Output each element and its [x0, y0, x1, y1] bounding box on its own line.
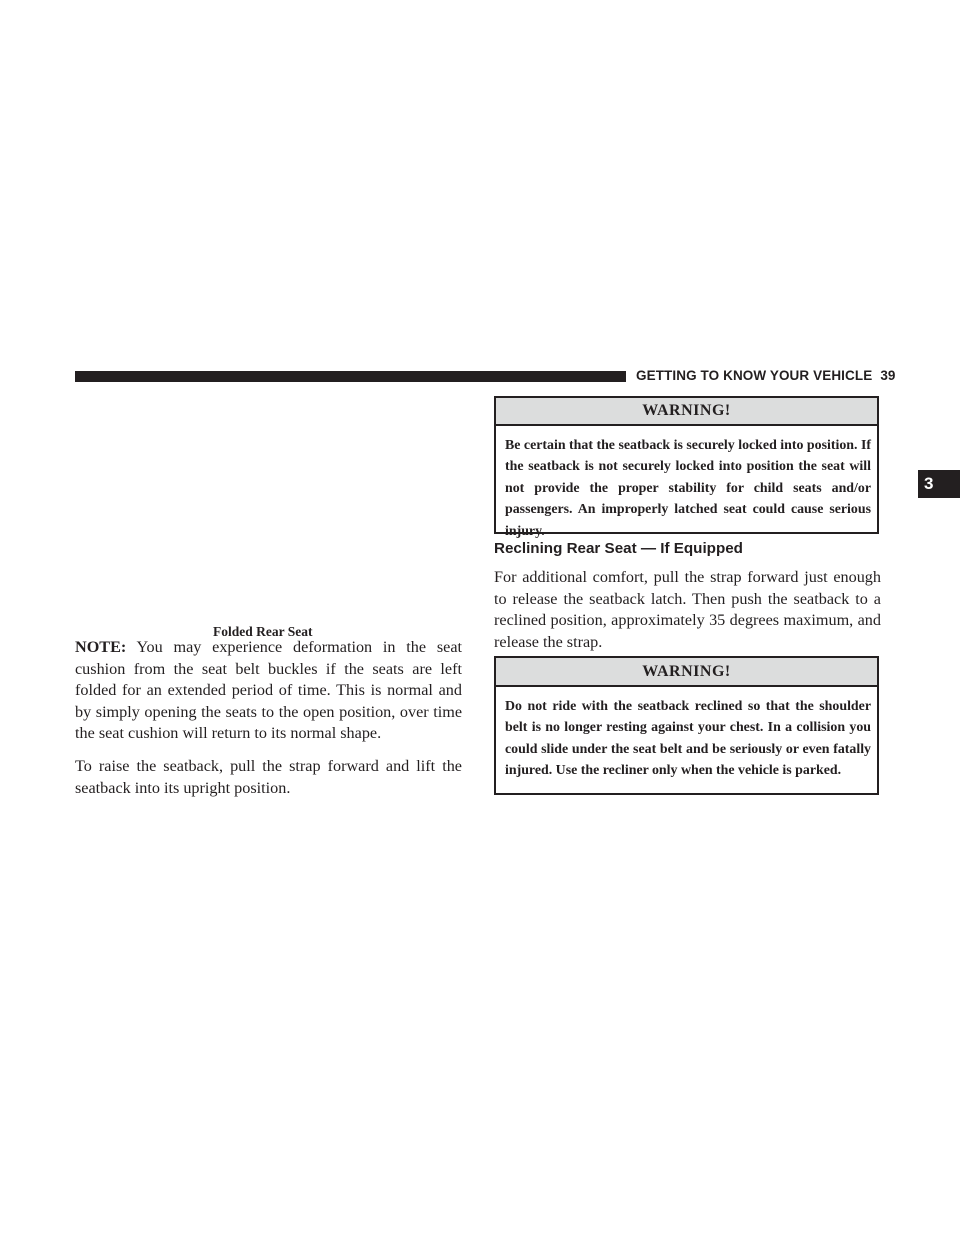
warning-box-seatback-locked — [494, 396, 879, 539]
running-header — [636, 368, 896, 383]
warning-text: Be certain that the seatback is securely locked into position. If the seatback is not securely locked into position the seat will not provide the proper stability for child seats and/or passengers. An improperly latched seat could cause serious injury. — [505, 438, 871, 539]
note-paragraph — [75, 637, 462, 745]
section-heading: Reclining Rear Seat — If Equipped — [494, 540, 743, 557]
warning-title: WARNING! — [496, 398, 877, 426]
reclining-paragraph: For additional comfort, pull the strap forward just enough to release the seatback latch. Then push the seatback to a reclined position, approximately 35 degrees maximum, and release the strap. — [494, 568, 881, 651]
figure-caption: Folded Rear Seat — [213, 624, 313, 639]
warning-title: WARNING! — [496, 658, 877, 687]
chapter-tab: 3 — [918, 470, 960, 498]
header-rule — [75, 371, 626, 382]
left-column — [75, 637, 462, 810]
warning-text: Do not ride with the seatback reclined so that the shoulder belt is no longer resting against your chest. In a collision you could slide under the seat belt and be seriously or even fatally injured. Use the recliner only when the vehicle is parked. — [505, 699, 871, 779]
raise-seatback-paragraph: To raise the seatback, pull the strap forward and lift the seatback into its upright position. — [75, 756, 462, 797]
page-number: 39 — [880, 368, 896, 383]
note-text: You may experience deformation in the seat cushion from the seat belt buckles if the seats are left folded for an extended period of time. This is normal and by simply opening the seats to the open position, over time the seat cushion will return to its normal shape. — [75, 638, 462, 743]
note-label: NOTE: — [75, 638, 127, 656]
warning-box-recliner — [494, 656, 879, 795]
chapter-title: GETTING TO KNOW YOUR VEHICLE — [636, 368, 873, 383]
